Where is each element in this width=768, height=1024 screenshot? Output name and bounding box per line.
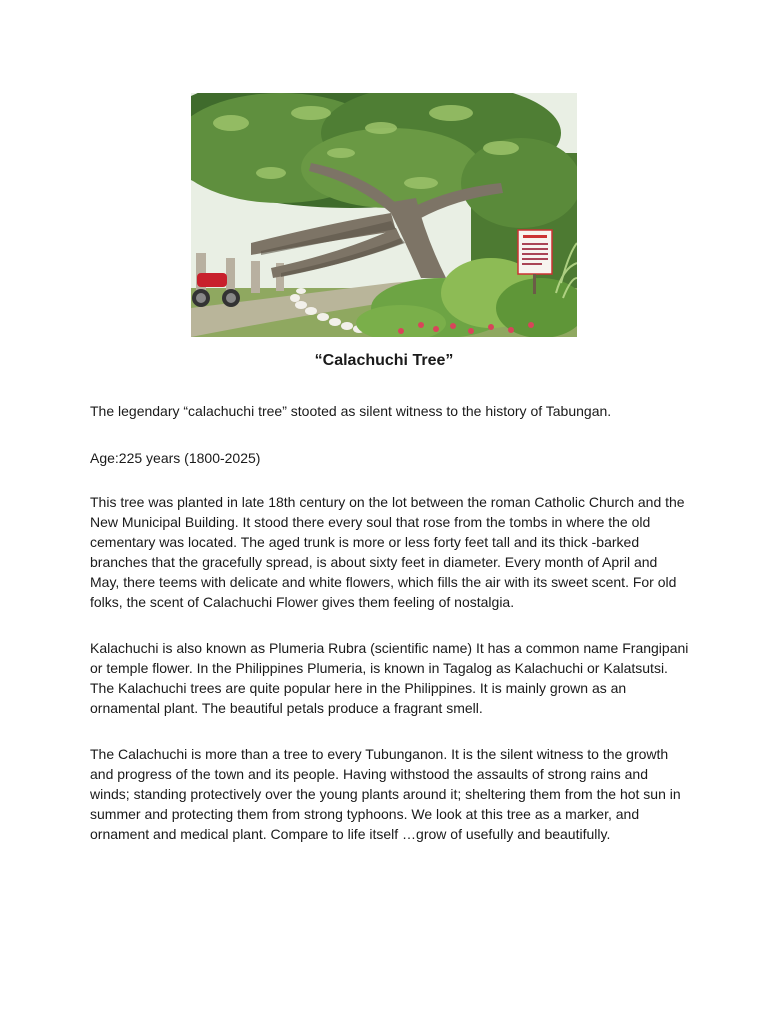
age-line: Age:225 years (1800-2025) [90, 450, 261, 466]
document-title: “Calachuchi Tree” [314, 352, 454, 369]
botanical-paragraph: Kalachuchi is also known as Plumeria Rubra (scientific name) It has a common name Frangipani or temple flower. In the Philippines Plumeria, is known in Tagalog as Kalachuchi or Kalatsutsi. The Kalachuchi trees are quite popular here in the Philippines. It is mainly grown as an ornamental plant. The beautiful petals produce a fragrant smell. [90, 640, 689, 716]
significance-paragraph: The Calachuchi is more than a tree to every Tubunganon. It is the silent witness to the growth and progress of the town and its people. Having withstood the assaults of strong rains and winds; standing protectively over the young plants around it; sheltering them from the hot sun in summer and protecting them from strong typhoons. We look at this tree as a marker, and ornament and medical plant. Compare to life itself …grow of usefully and beautifully. [90, 746, 681, 842]
intro-paragraph: The legendary “calachuchi tree” stooted as silent witness to the history of Tabungan. [90, 403, 612, 419]
calachuchi-tree-photo [191, 93, 577, 337]
history-paragraph: This tree was planted in late 18th century on the lot between the roman Catholic Church and the New Municipal Building. It stood there every soul that rose from the tombs in where the old cementary was located. The aged trunk is more or less forty feet tall and its thick -barked branches that the gracefully spread, is about sixty feet in diameter. Every month of April and May, there teems with delicate and white flowers, which fills the air with its sweet scent. For old folks, the scent of Calachuchi Flower gives them feeling of nostalgia. [90, 494, 685, 610]
